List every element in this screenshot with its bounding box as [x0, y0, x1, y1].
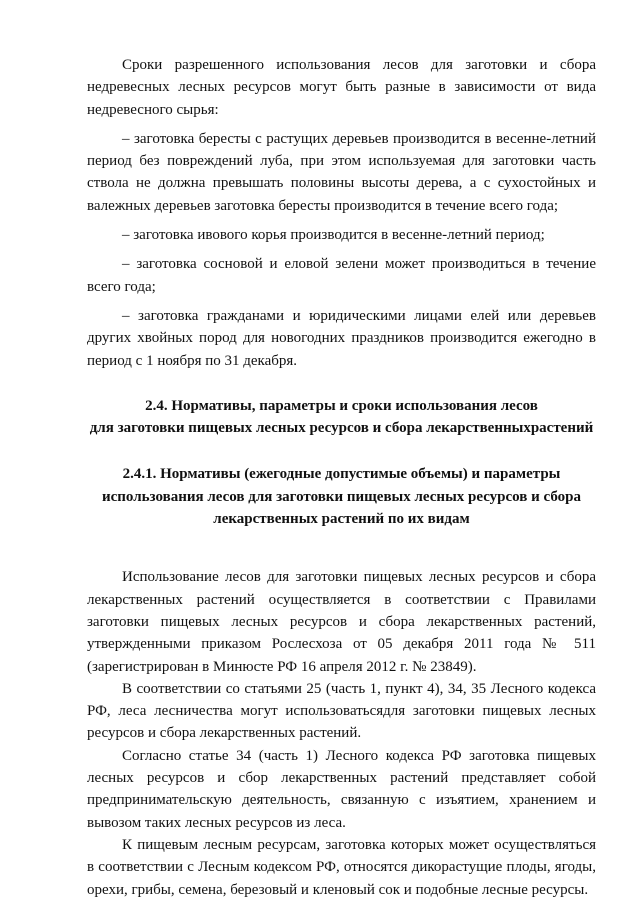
section-2-4-1-heading: [87, 463, 596, 530]
body-paragraph: Использование лесов для заготовки пищевых лесных ресурсов и сбора лекарственных растений осуществляется в соответствии с Правилами заготовки пищевых лесных ресурсов и сбора лекарственных растений, утвержденными приказом Рослесхоза от 05 декабря 2011 года № 511 (зарегистрирован в Минюсте РФ 16 апреля 2012 г. № 23849).: [87, 569, 596, 675]
intro-paragraph: Сроки разрешенного использования лесов для заготовки и сбора недревесных лесных ресурсов могут быть разные в зависимости от вида недревесного сырья:: [87, 57, 596, 118]
section-2-4-1-heading-line-2: использования лесов для заготовки пищевых лесных ресурсов и сбора: [101, 488, 582, 505]
body-paragraph: К пищевым лесным ресурсам, заготовка которых может осуществляться в соответствии с Лесным кодексом РФ, относятся дикорастущие плоды, ягоды, орехи, грибы, семена, березовый и кленовый сок и подобные лесные ресурсы.: [87, 836, 596, 898]
section-2-4-1-heading-line-3: лекарственных растений по их видам: [213, 511, 470, 528]
list-item-new-year-trees: – заготовка гражданами и юридическими лицами елей или деревьев других хвойных пород для новогодних праздников производится ежегодно в период с 1 ноября по 31 декабря.: [87, 307, 596, 369]
body-paragraph: В соответствии со статьями 25 (часть 1, пункт 4), 34, 35 Лесного кодекса РФ, леса лесничества могут использоватьсядля заготовки пищевых лесных ресурсов и сбора лекарственных растений.: [87, 680, 596, 742]
list-item-conifer-greenery: – заготовка сосновой и еловой зелени может производиться в течение всего года;: [87, 256, 596, 295]
section-body: [87, 566, 596, 900]
section-2-4-heading-line-1: 2.4. Нормативы, параметры и сроки использования лесов: [145, 397, 538, 414]
list-item-birch-bark: – заготовка бересты с растущих деревьев производится в весенне-летний период без повреждений луба, при этом используемая для заготовки часть ствола не должна превышать половины высоты дерева, а с сухостойных и валежных деревьев заготовка бересты производится в течение всего года;: [87, 130, 596, 214]
section-2-4-1-heading-line-1: 2.4.1. Нормативы (ежегодные допустимые объемы) и параметры: [122, 466, 561, 483]
body-paragraph: Согласно статье 34 (часть 1) Лесного кодекса РФ заготовка пищевых лесных ресурсов и сбор лекарственных растений представляет собой предпринимательскую деятельность, связанную с изъятием, хранением и вывозом таких лесных ресурсов из леса.: [87, 747, 596, 831]
section-2-4-heading-line-2: для заготовки пищевых лесных ресурсов и сбора лекарственныхрастений: [89, 420, 594, 437]
section-2-4-heading: [87, 395, 596, 440]
list-item-willow-bark: – заготовка ивового корья производится в весенне-летний период;: [122, 227, 545, 244]
